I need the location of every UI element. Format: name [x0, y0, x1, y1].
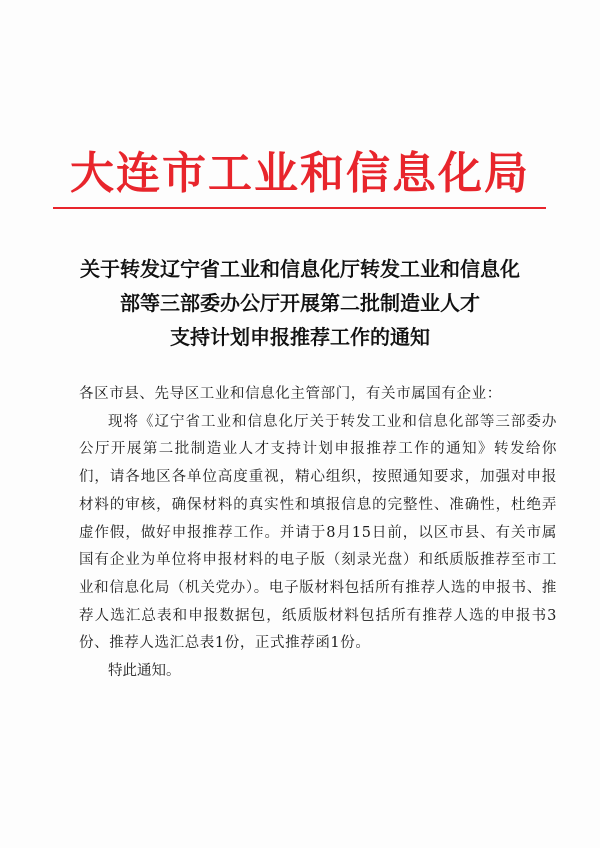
- body-paragraph: 现将《辽宁省工业和信息化厅关于转发工业和信息化部等三部委办公厅开展第二批制造业人才支持计划申报推荐工作的通知》转发给你们，请各地区各单位高度重视，精心组织，按照通知要求，加强对申报材料的审核，确保材料的真实性和填报信息的完整性、准确性，杜绝弄虚作假，做好申报推荐工作。并请于8月15日前，以区市县、有关市属国有企业为单位将申报材料的电子版（刻录光盘）和纸质版推荐至市工业和信息化局（机关党办）。电子版材料包括所有推荐人选的申报书、推荐人选汇总表和申报数据包，纸质版材料包括所有推荐人选的申报书3份、推荐人选汇总表1份，正式推荐函1份。: [79, 413, 557, 652]
- salutation: 各区市县、先导区工业和信息化主管部门，有关市属国有企业：: [79, 386, 502, 402]
- closing-line: 特此通知。: [108, 663, 181, 680]
- title-line-2: 部等三部委办公厅开展第二批制造业人才: [120, 291, 480, 315]
- red-header-divider: [53, 207, 546, 209]
- issuing-authority-header: 大连市工业和信息化局: [70, 148, 530, 199]
- document-body: [79, 381, 557, 686]
- title-line-3: 支持计划申报推荐工作的通知: [170, 325, 430, 349]
- document-title: [40, 252, 560, 354]
- title-line-1: 关于转发辽宁省工业和信息化厅转发工业和信息化: [80, 257, 520, 281]
